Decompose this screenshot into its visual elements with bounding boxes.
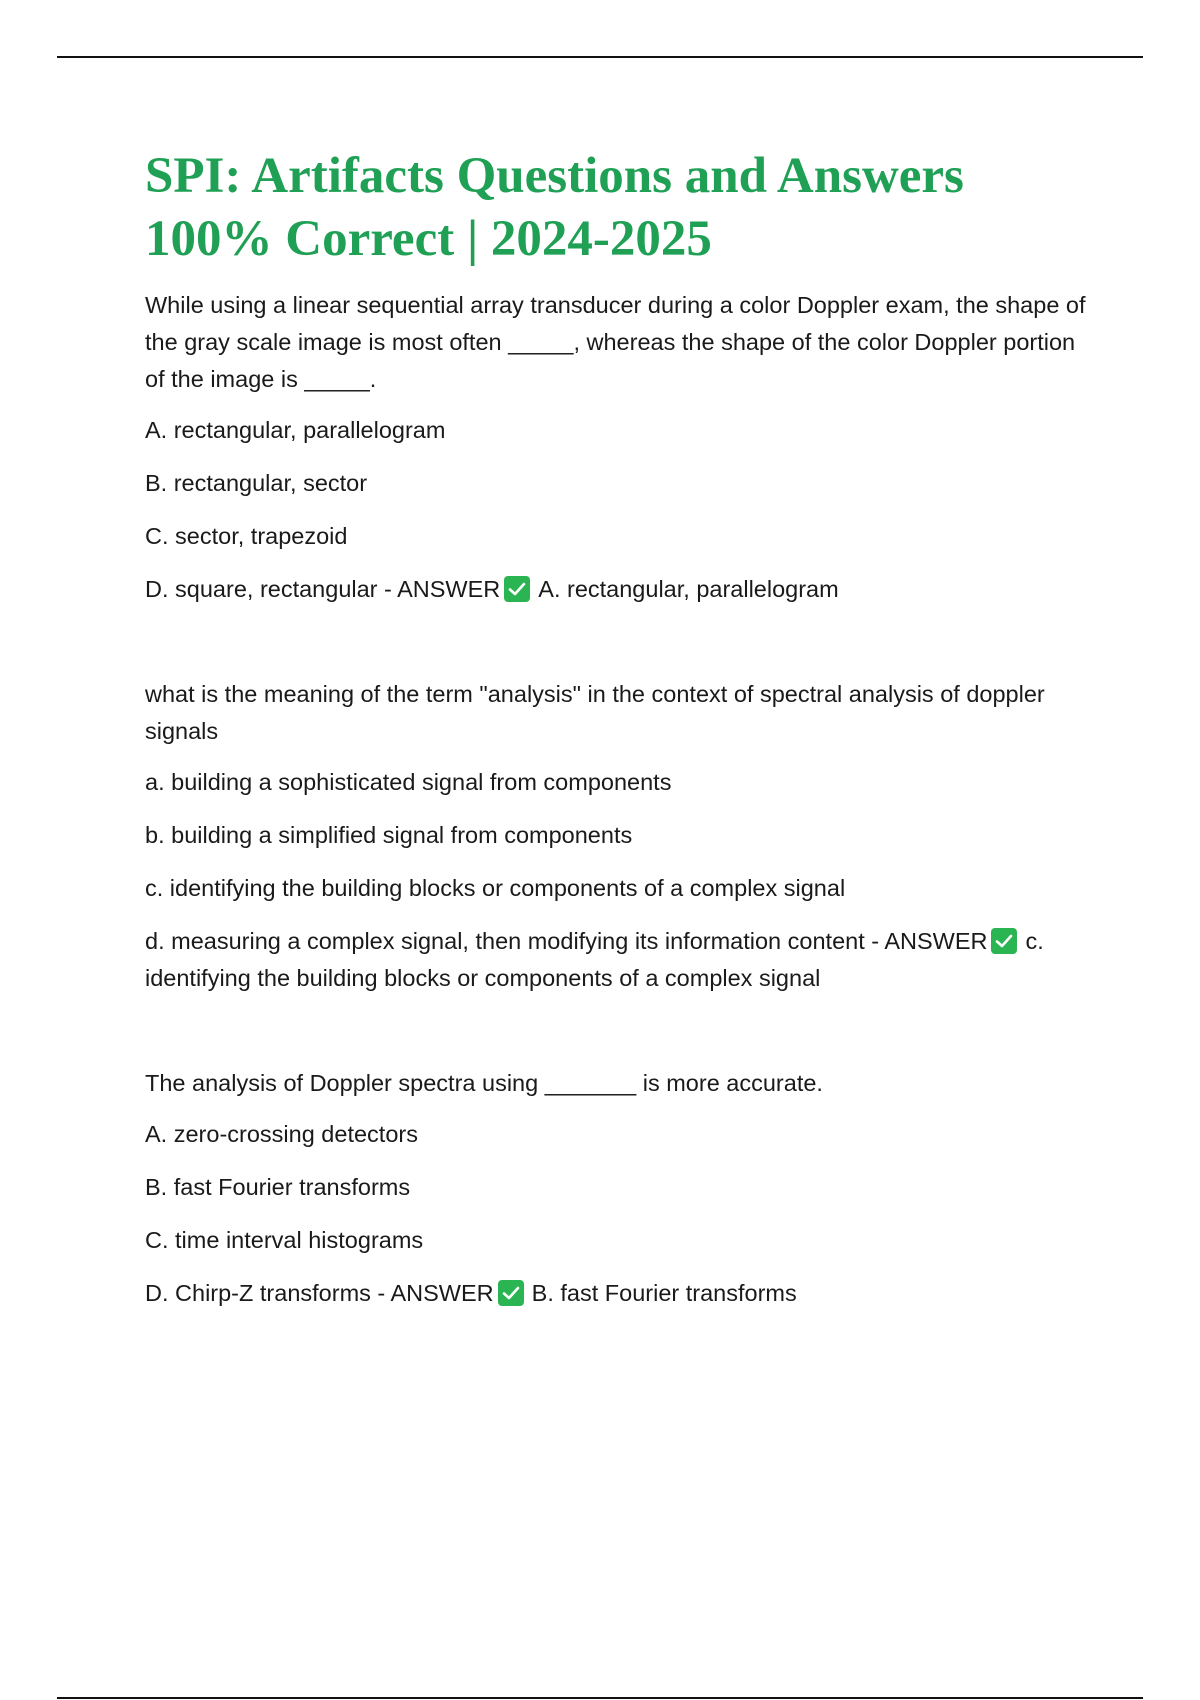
- correct-answer: B. fast Fourier transforms: [531, 1280, 797, 1306]
- answer-option: a. building a sophisticated signal from components: [145, 769, 672, 795]
- correct-answer: A. rectangular, parallelogram: [538, 576, 839, 602]
- answer-option: C. time interval histograms: [145, 1227, 424, 1253]
- top-rule: [57, 56, 1143, 58]
- document-body: [145, 145, 1095, 1380]
- answer-option-with-key: [145, 571, 1095, 608]
- question-prompt: While using a linear sequential array transducer during a color Doppler exam, the shape of the gray scale image is most often _____, whereas the shape of the color Doppler portion of the image is _____.: [145, 292, 1086, 392]
- answer-option-text: D. Chirp-Z transforms -: [145, 1280, 386, 1306]
- answer-option-with-key: [145, 923, 1095, 997]
- correct-answer: c. identifying the building blocks or components of a complex signal: [145, 928, 1044, 991]
- answer-label: ANSWER: [884, 928, 988, 954]
- answer-option: B. rectangular, sector: [145, 470, 368, 496]
- answer-option: A. rectangular, parallelogram: [145, 417, 446, 443]
- bottom-rule: [57, 1697, 1143, 1699]
- answer-option: B. fast Fourier transforms: [145, 1174, 411, 1200]
- question-block-3: [145, 1065, 1095, 1312]
- question-block-2: [145, 676, 1095, 997]
- question-prompt: what is the meaning of the term "analysis" in the context of spectral analysis of doppler signals: [145, 681, 1045, 744]
- answer-option: A. zero-crossing detectors: [145, 1121, 418, 1147]
- answer-option: c. identifying the building blocks or components of a complex signal: [145, 875, 846, 901]
- check-mark-icon: [498, 1280, 524, 1306]
- question-block-1: [145, 287, 1095, 608]
- answer-label: ANSWER: [390, 1280, 494, 1306]
- answer-option: b. building a simplified signal from components: [145, 822, 633, 848]
- page-title: SPI: Artifacts Questions and Answers 100% Correct | 2024-2025: [145, 148, 964, 267]
- check-mark-icon: [991, 928, 1017, 954]
- answer-option-with-key: [145, 1275, 1095, 1312]
- check-mark-icon: [504, 576, 530, 602]
- answer-option-text: d. measuring a complex signal, then modifying its information content -: [145, 928, 880, 954]
- answer-label: ANSWER: [397, 576, 501, 602]
- answer-option-text: D. square, rectangular -: [145, 576, 392, 602]
- answer-option: C. sector, trapezoid: [145, 523, 348, 549]
- question-prompt: The analysis of Doppler spectra using _______ is more accurate.: [145, 1070, 823, 1096]
